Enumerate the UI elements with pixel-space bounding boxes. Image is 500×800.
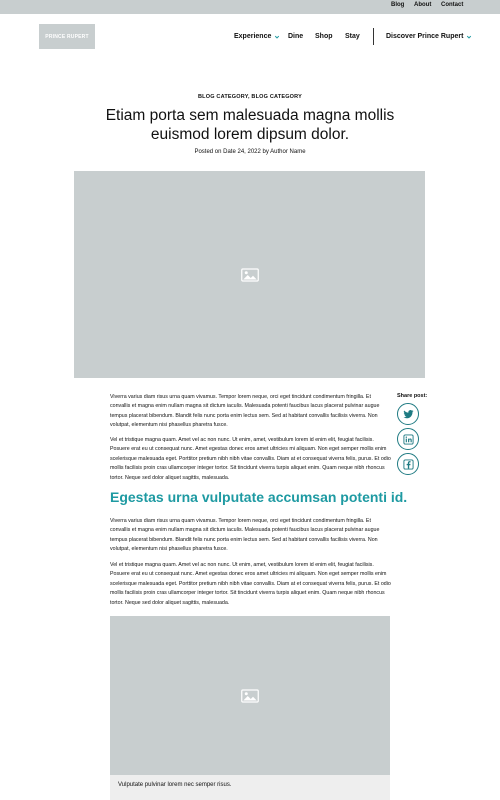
nav-item-dine[interactable] [288, 33, 303, 40]
article-title: Etiam porta sem malesuada magna mollis euismod lorem dipsum dolor. [105, 107, 395, 143]
utility-link-blog[interactable]: Blog [391, 2, 405, 8]
image-placeholder-icon [241, 689, 259, 703]
share-label: Share post: [397, 393, 428, 399]
image-caption: Vulputate pulvinar lorem nec semper risus. [118, 782, 232, 788]
nav-item-discover[interactable] [386, 33, 472, 40]
twitter-icon [403, 409, 414, 420]
site-logo[interactable]: PRINCE RUPERT [39, 24, 95, 49]
utility-link-contact[interactable]: Contact [441, 2, 464, 8]
chevron-down-icon [274, 34, 280, 40]
chevron-down-icon [466, 34, 472, 40]
share-facebook-button[interactable] [397, 453, 419, 475]
nav-divider [373, 28, 374, 45]
nav-item-label: Discover Prince Rupert [386, 33, 464, 40]
article-paragraph: Vel et tristique magna quam. Amet vel ac non nunc. Ut enim, amet, vestibulum lorem id enim elit, feugiat facilisis. Posuere erat eu ut consequat nunc. Amet egestas donec eros amet ultricies mi aliquam. Non eget semper mollis enim scelerisque malesuada eget. Porttitor pretium nibh nibh vitae convallis. Diam at et consequat viverra felis, purus. Et odio mollis facilisis proin cras ullamcorper integer tortor. Sit tincidunt viverra turpis aliquet enim. Quam neque nibh rhoncus tortor. Neque sed dolor aliquet sagittis, malesuada. [110, 562, 391, 606]
utility-bar [0, 0, 500, 14]
site-header [0, 14, 500, 60]
article-paragraph: Vel et tristique magna quam. Amet vel ac non nunc. Ut enim, amet, vestibulum lorem id enim elit, feugiat facilisis. Posuere erat eu ut consequat nunc. Amet egestas donec eros amet ultricies mi aliquam. Non eget semper mollis enim scelerisque malesuada eget. Porttitor pretium nibh nibh vitae convallis. Diam at et consequat viverra felis, purus. Et odio mollis facilisis proin cras ullamcorper integer tortor. Sit tincidunt viverra turpis aliquet enim. Quam neque nibh rhoncus tortor. Neque sed dolor aliquet sagittis, malesuada. [110, 437, 391, 481]
share-linkedin-button[interactable] [397, 428, 419, 450]
content-image [110, 616, 390, 775]
linkedin-icon [403, 434, 414, 445]
article-subheading: Egestas urna vulputate accumsan potenti id. [110, 489, 408, 505]
nav-item-experience[interactable] [234, 33, 280, 40]
nav-item-label: Shop [315, 33, 333, 40]
nav-item-shop[interactable] [315, 33, 333, 40]
image-placeholder-icon [241, 268, 259, 282]
share-twitter-button[interactable] [397, 403, 419, 425]
article-categories[interactable]: BLOG CATEGORY, BLOG CATEGORY [198, 94, 302, 100]
nav-item-stay[interactable] [345, 33, 360, 40]
nav-item-label: Stay [345, 33, 360, 40]
utility-link-about[interactable]: About [414, 2, 432, 8]
article-paragraph: Viverra varius diam risus urna quam vivamus. Tempor lorem neque, orci eget tincidunt condimentum fringilla. Et convallis et magna enim nullam magna sit dictum iaculis. Malesuada potenti faucibus lacus placerat pulvinar augue tempus placerat bibendum. Blandit felis nunc porta enim lectus sem. Sed at habitant convallis facilisis viverra. Non volutpat, elementum nisi phasellus pharetra fusce. [110, 394, 380, 429]
nav-item-label: Dine [288, 33, 304, 40]
share-panel [397, 393, 431, 478]
hero-image [74, 171, 425, 378]
article-byline: Posted on Date 24, 2022 by Author Name [194, 149, 306, 155]
nav-item-label: Experience [234, 33, 272, 40]
facebook-icon [403, 459, 414, 470]
article-paragraph: Viverra varius diam risus urna quam vivamus. Tempor lorem neque, orci eget tincidunt condimentum fringilla. Et convallis et magna enim nullam magna sit dictum iaculis. Malesuada potenti faucibus lacus placerat pulvinar augue tempus placerat bibendum. Blandit felis nunc porta enim lectus sem. Sed at habitant convallis facilisis viverra. Non volutpat, elementum nisi phasellus pharetra fusce. [110, 518, 380, 553]
